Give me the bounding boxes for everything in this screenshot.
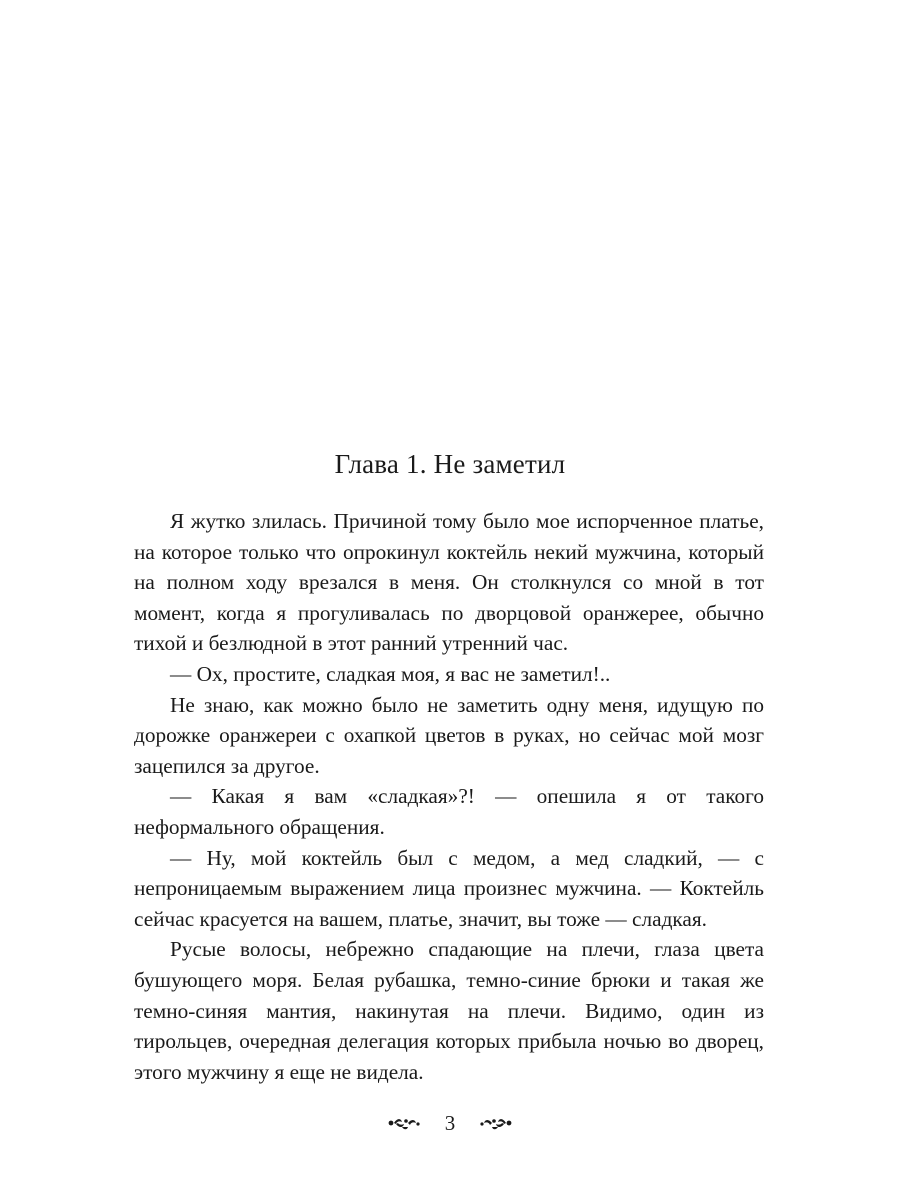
floral-ornament-left-icon (387, 1115, 421, 1131)
body-text (134, 506, 764, 1087)
paragraph: Русые волосы, небрежно спадающие на плечи, глаза цвета бушующего моря. Белая рубашка, темно-синие брюки и такая же темно-синяя мантия, накинутая на плечи. Видимо, один из тирольцев, очередная делегация которых прибыла ночью во дворец, этого мужчину я еще не видела. (134, 937, 764, 1084)
chapter-title: Глава 1. Не заметил (334, 449, 566, 479)
paragraph: Не знаю, как можно было не заметить одну меня, идущую по дорожке оранжереи с охапкой цветов в руках, но сейчас мой мозг зацепился за другое. (134, 692, 764, 778)
paragraph: Я жутко злилась. Причиной тому было мое испорченное платье, на которое только что опрокинул коктейль некий мужчина, который на полном ходу врезался в меня. Он столкнулся со мной в тот момент, когда я прогуливалась по дворцовой оранжерее, обычно тихой и безлюдной в этот ранний утренний час. (134, 509, 764, 656)
paragraph: — Какая я вам «сладкая»?! — опешила я от такого неформального обращения. (134, 784, 764, 839)
paragraph: — Ох, простите, сладкая моя, я вас не заметил!.. (170, 661, 611, 686)
page-number: 3 (444, 1111, 456, 1135)
paragraph: — Ну, мой коктейль был с медом, а мед сладкий, — с непроницаемым выражением лица произнес мужчина. — Коктейль сейчас красуется на вашем, платье, значит, вы тоже — сладкая. (134, 845, 764, 931)
page-footer (0, 1108, 900, 1138)
floral-ornament-right-icon (479, 1115, 513, 1131)
